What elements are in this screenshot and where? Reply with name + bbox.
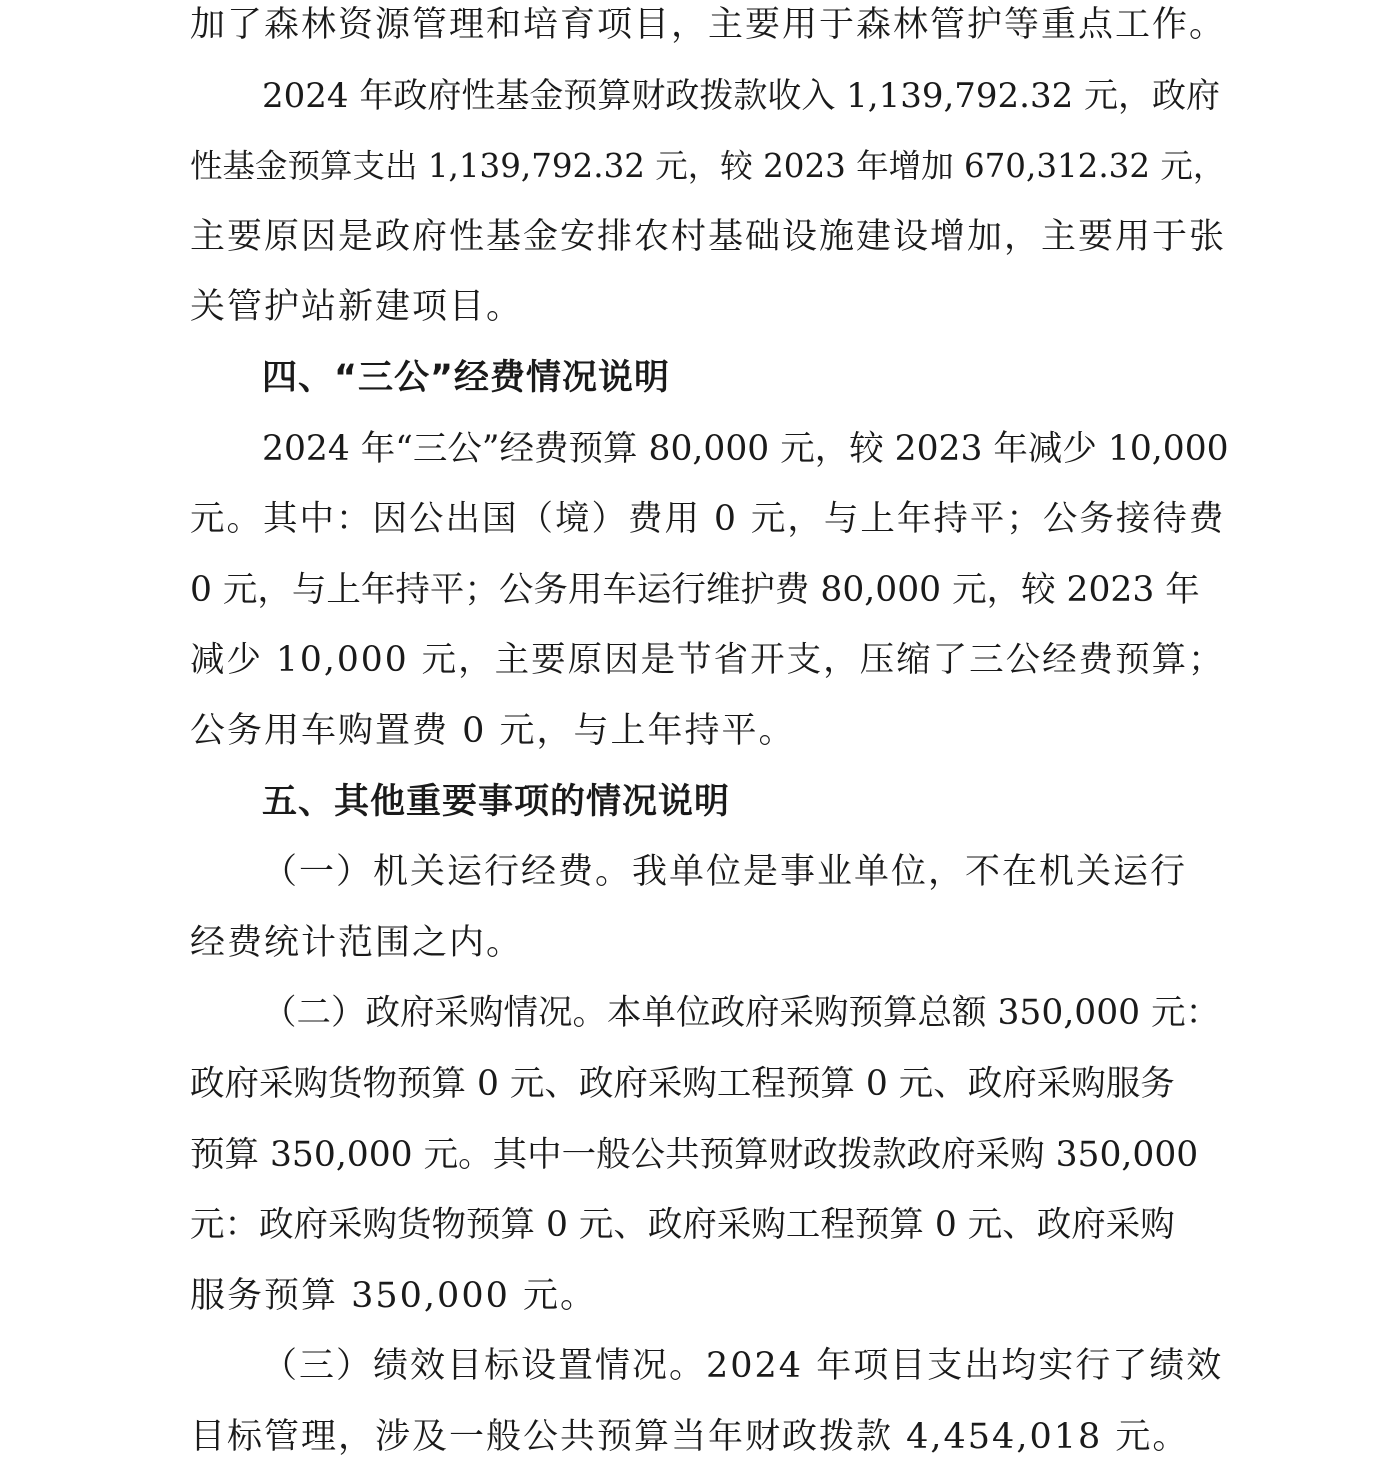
document-page (190, 0, 1230, 1472)
text-line: 公务用车购置费 0 元，与上年持平。 (190, 710, 796, 751)
text-line: 预算 350,000 元。其中一般公共预算财政拨款政府采购 350,000 (190, 1134, 1199, 1175)
text-line: 元：政府采购货物预算 0 元、政府采购工程预算 0 元、政府采购 (190, 1205, 1175, 1246)
paragraph-start: 2024 年政府性基金预算财政拨款收入 1,139,792.32 元，政府 (262, 75, 1221, 116)
paragraph-start: 2024 年“三公”经费预算 80,000 元，较 2023 年减少 10,000 (262, 428, 1229, 469)
paragraph-start: （三）绩效目标设置情况。2024 年项目支出均实行了绩效 (262, 1346, 1224, 1387)
section-heading-five: 五、其他重要事项的情况说明 (262, 781, 731, 822)
text-line: 经费统计范围之内。 (190, 922, 524, 963)
text-line: 加了森林资源管理和培育项目，主要用于森林管护等重点工作。 (190, 5, 1227, 45)
paragraph-start: （一）机关运行经费。我单位是事业单位，不在机关运行 (262, 852, 1188, 893)
text-line: 服务预算 350,000 元。 (190, 1275, 597, 1316)
text-line: 元。其中：因公出国（境）费用 0 元，与上年持平；公务接待费 (190, 499, 1226, 540)
paragraph-start: （二）政府采购情况。本单位政府采购预算总额 350,000 元： (262, 993, 1221, 1034)
text-line: 政府采购货物预算 0 元、政府采购工程预算 0 元、政府采购服务 (190, 1063, 1175, 1104)
text-line: 关管护站新建项目。 (190, 287, 524, 328)
text-line: 性基金预算支出 1,139,792.32 元，较 2023 年增加 670,312.32 元， (190, 147, 1226, 186)
text-line: 目标管理，涉及一般公共预算当年财政拨款 4,454,018 元。 (190, 1416, 1190, 1457)
section-heading-four: 四、“三公”经费情况说明 (262, 357, 671, 398)
text-line: 主要原因是政府性基金安排农村基础设施建设增加，主要用于张 (190, 216, 1227, 257)
text-line: 减少 10,000 元，主要原因是节省开支，压缩了三公经费预算； (190, 640, 1225, 681)
text-line: 0 元，与上年持平；公务用车运行维护费 80,000 元，较 2023 年 (190, 569, 1200, 610)
